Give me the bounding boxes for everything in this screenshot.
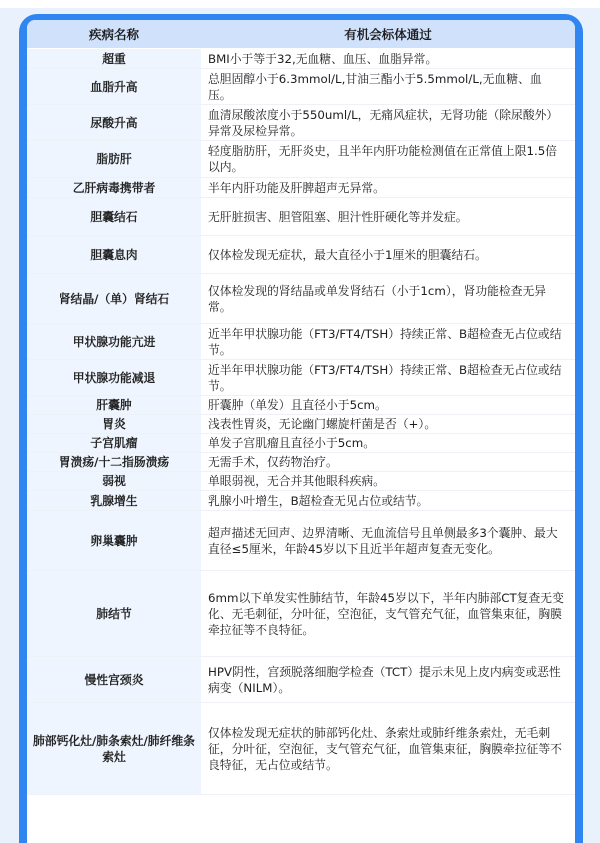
criteria-cell: 单眼弱视，无合并其他眼科疾病。 (201, 472, 575, 491)
table-row (27, 360, 575, 396)
disease-name-cell: 甲状腺功能亢进 (27, 324, 201, 360)
criteria-cell: BMI小于等于32,无血糖、血压、血脂异常。 (201, 49, 575, 69)
table-row (27, 141, 575, 178)
table-row (27, 491, 575, 511)
disease-name-cell: 肺部钙化灶/肺条索灶/肺纤维条索灶 (27, 703, 201, 795)
criteria-cell: 近半年甲状腺功能（FT3/FT4/TSH）持续正常、B超检查无占位或结节。 (201, 360, 575, 396)
table-row (27, 105, 575, 141)
table-row (27, 657, 575, 703)
disease-name-cell: 乙肝病毒携带者 (27, 178, 201, 198)
disease-table-card (27, 20, 575, 843)
table-row (27, 434, 575, 453)
disease-name-cell: 胆囊结石 (27, 198, 201, 236)
table-row (27, 703, 575, 795)
criteria-cell: 总胆固醇小于6.3mmol/L,甘油三酯小于5.5mmol/L,无血糖、血压。 (201, 69, 575, 105)
table-row (27, 49, 575, 69)
criteria-cell: 6mm以下单发实性肺结节，年龄45岁以下，半年内肺部CT复查无变化、无毛刺征，分叶征，空泡征，支气管充气征，血管集束征，胸膜牵拉征等不良特征。 (201, 571, 575, 657)
table-header-row (27, 20, 575, 49)
criteria-cell: 近半年甲状腺功能（FT3/FT4/TSH）持续正常、B超检查无占位或结节。 (201, 324, 575, 360)
criteria-cell: 无需手术，仅药物治疗。 (201, 453, 575, 472)
table-body (27, 49, 575, 795)
table-row (27, 472, 575, 491)
disease-name-cell: 乳腺增生 (27, 491, 201, 511)
disease-name-cell: 胃炎 (27, 415, 201, 434)
table-row (27, 178, 575, 198)
disease-name-cell: 超重 (27, 49, 201, 69)
table-row (27, 415, 575, 434)
table-row (27, 453, 575, 472)
disease-name-cell: 子宫肌瘤 (27, 434, 201, 453)
header-approval-criteria: 有机会标体通过 (201, 20, 575, 49)
disease-name-cell: 肝囊肿 (27, 396, 201, 415)
disease-name-cell: 弱视 (27, 472, 201, 491)
criteria-cell: 乳腺小叶增生，B超检查无见占位或结节。 (201, 491, 575, 511)
criteria-cell: 半年内肝功能及肝脾超声无异常。 (201, 178, 575, 198)
disease-name-cell: 脂肪肝 (27, 141, 201, 178)
table-row (27, 571, 575, 657)
criteria-cell: 仅体检发现无症状的肺部钙化灶、条索灶或肺纤维条索灶，无毛刺征，分叶征，空泡征，支气管充气征，血管集束征，胸膜牵拉征等不良特征，无占位或结节。 (201, 703, 575, 795)
table-row (27, 236, 575, 274)
criteria-cell: 仅体检发现无症状，最大直径小于1厘米的胆囊结石。 (201, 236, 575, 274)
disease-name-cell: 卵巢囊肿 (27, 511, 201, 571)
criteria-cell: 浅表性胃炎，无论幽门螺旋杆菌是否（+）。 (201, 415, 575, 434)
disease-name-cell: 尿酸升高 (27, 105, 201, 141)
disease-table (27, 20, 575, 795)
table-row (27, 324, 575, 360)
criteria-cell: 血清尿酸浓度小于550uml/L，无痛风症状，无肾功能（除尿酸外）异常及尿检异常。 (201, 105, 575, 141)
criteria-cell: 仅体检发现的肾结晶或单发肾结石（小于1cm），肾功能检查无异常。 (201, 274, 575, 324)
disease-name-cell: 胃溃疡/十二指肠溃疡 (27, 453, 201, 472)
disease-name-cell: 肺结节 (27, 571, 201, 657)
disease-name-cell: 胆囊息肉 (27, 236, 201, 274)
criteria-cell: HPV阴性，宫颈脱落细胞学检查（TCT）提示未见上皮内病变或恶性病变（NILM）。 (201, 657, 575, 703)
table-row (27, 511, 575, 571)
criteria-cell: 超声描述无回声、边界清晰、无血流信号且单侧最多3个囊肿、最大直径≤5厘米，年龄45岁以下且近半年超声复查无变化。 (201, 511, 575, 571)
disease-name-cell: 血脂升高 (27, 69, 201, 105)
disease-name-cell: 肾结晶/（单）肾结石 (27, 274, 201, 324)
criteria-cell: 轻度脂肪肝，无肝炎史，且半年内肝功能检测值在正常值上限1.5倍以内。 (201, 141, 575, 178)
table-row (27, 198, 575, 236)
table-row (27, 274, 575, 324)
disease-name-cell: 甲状腺功能减退 (27, 360, 201, 396)
table-row (27, 396, 575, 415)
criteria-cell: 无肝脏损害、胆管阻塞、胆汁性肝硬化等并发症。 (201, 198, 575, 236)
table-row (27, 69, 575, 105)
header-disease-name: 疾病名称 (27, 20, 201, 49)
criteria-cell: 单发子宫肌瘤且直径小于5cm。 (201, 434, 575, 453)
criteria-cell: 肝囊肿（单发）且直径小于5cm。 (201, 396, 575, 415)
disease-name-cell: 慢性宫颈炎 (27, 657, 201, 703)
